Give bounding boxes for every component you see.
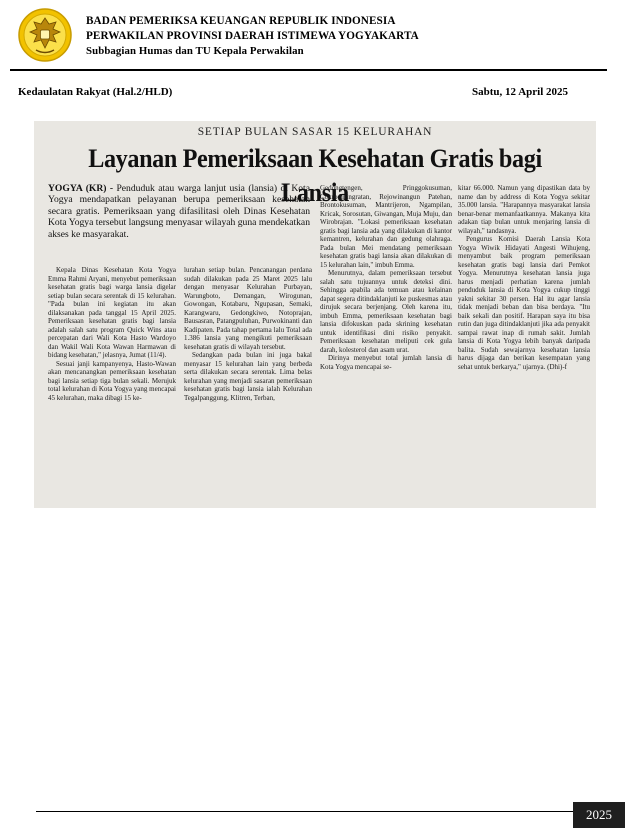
footer-divider [36, 811, 581, 812]
article-column-4 [458, 184, 590, 506]
paragraph: Sedangkan pada bulan ini juga bakal menyasar 15 kelurahan lain yang berbeda serta dilakukan secara serentak. Lima belas kelurahan yang menjadi sasaran pemeriksaan kesehatan gratis bagi lansia ialah Kelurahan Tegalpanggung, Klitren, Terban, [184, 351, 312, 402]
article-kicker: SETIAP BULAN SASAR 15 KELURAHAN [197, 126, 433, 138]
letterhead [0, 0, 629, 72]
article-column-2 [184, 266, 312, 506]
article-column-1 [48, 266, 176, 506]
paragraph: lurahan setiap bulan. Pencanangan perdana sudah dilakukan pada 25 Maret 2025 lalu dengan menyasar Kelurahan Purbayan, Warungboto, Demangan, Wirogunan, Gowongan, Kotabaru, Ngupasan, Semaki, Karangwaru, Gedongkiwo, Notoprajan, Bausasran, Patangpuluhan, Purwokinanti dan Kadipaten. Pada tahap pertama lalu Total ada 1.386 lansia yang mengikuti pemeriksaan kesehatan gratis di wilayah tersebut. [184, 266, 312, 351]
paragraph: Kepala Dinas Kesehatan Kota Yogya Emma Rahmi Aryani, menyebut pemeriksaan kesehatan gratis bagi warga lansia digelar setiap bulan secara serentak di 15 kelurahan. "Pada bulan ini kegiatan itu akan dilaksanakan pada tanggal 15 April 2025. Pemeriksaan kesehatan gratis bagi lansia adalah salah satu program Quick Wins atau percepatan dari Wali Kota Hasto Wardoyo dan Wakil Wali Kota Wawan Harmawan di bidang kesehatan," jelasnya, Jumat (11/4). [48, 266, 176, 359]
article-column-3 [320, 184, 452, 506]
clipping-meta [18, 86, 568, 102]
org-line-3: Subbagian Humas dan TU Kepala Perwakilan [86, 45, 304, 57]
article-lead [48, 183, 310, 240]
article-headline: Layanan Pemeriksaan Kesehatan Gratis bagi Lansia [88, 144, 542, 207]
paragraph: kitar 66.000. Namun yang dipastikan data by name dan by address di Kota Yogya sekitar 35.000 lansia. "Harapannya masyarakat lansia benar-benar memanfaatkannya. Makanya kita adakan tiap bulan untuk menjaring lansia di wilayah," tandasnya. [458, 184, 590, 235]
paragraph: Dirinya menyebut total jumlah lansia di Kota Yogya mencapai se- [320, 354, 452, 371]
lead-text: Penduduk atau warga lanjut usia (lansia) di Kota Yogya mendapatkan pelayanan berupa pemeriksaan kesehatan secara gratis. Pemeriksaan yang difasilitasi oleh Dinas Kesehatan Kota Yogya tersebut langsung menyasar wilayah guna mendekatkan akses ke masyarakat. [48, 183, 310, 240]
org-line-2: PERWAKILAN PROVINSI DAERAH ISTIMEWA YOGYAKARTA [86, 30, 419, 42]
paragraph: Sesuai janji kampanyenya, Hasto-Wawan akan mencanangkan pemeriksaan kesehatan bagi lansia setiap tiga bulan sekali. Merujuk total kelurahan di Kota Yogya yang mencapai 45 kelurahan, maka dibagi 15 ke- [48, 359, 176, 402]
newspaper-source: Kedaulatan Rakyat (Hal.2/HLD) [18, 86, 173, 98]
article-dateline: YOGYA (KR) - [48, 183, 114, 194]
organization-name [86, 14, 419, 59]
news-clipping [34, 121, 596, 508]
paragraph: Menurutnya, dalam pemeriksaan tersebut salah satu tujuannya untuk deteksi dini. Sehingga apabila ada temuan atau kelainan dapat segera ditindaklanjuti ke puskesmas atau dirujuk secara berjenjang. Oleh karena itu, imbuh Emma, pemeriksaan kesehatan bagi lansia difokuskan pada skrining kesehatan untuk identifikasi dini risiko penyakit. Pemeriksaan kesehatan meliputi cek gula darah, kolesterol dan asam urat. [320, 269, 452, 354]
org-line-1: BADAN PEMERIKSA KEUANGAN REPUBLIK INDONESIA [86, 15, 396, 27]
paragraph: Gedongtengen, Pringgokusuman, Cokrodiningratan, Rejowinangun Patehan, Brontokusuman, Mantrijeron, Ngampilan, Kricak, Sorosutan, Giwangan, Muja Muju, dan Wirobrajan. "Lokasi pemeriksaan kesehatan gratis bagi lansia ada yang dilakukan di kantor kemantren, kelurahan dan gedung olahraga. Pada bulan Mei mendatang pemeriksaan kesehatan gratis bagi lansia akan dilakukan di 15 kelurahan lain," imbuh Emma. [320, 184, 452, 269]
header-divider [10, 69, 607, 71]
paragraph: Pengurus Komisi Daerah Lansia Kota Yogya Wiwik Hidayati Angesti Wihujeng, menyambut baik program pemeriksaan kesehatan gratis bagi lansia dari Pemkot Yogya. Menurutnya kesehatan lansia juga harus menjadi perhatian karena jumlah penduduk lansia di Kota Yogya cukup tinggi yakni sekitar 30 persen. Hal itu agar lansia tidak menjadi beban dan bisa berdaya. "Itu baik sekali dan positif. Harapan saya itu bisa rutin dan juga ditindaklanjuti jika ada penyakit sampai rawat inap di rumah sakit. Jumlah lansia di Kota Yogya lebih banyak daripada balita. Sudah sewajarnya kesehatan lansia harus dijaga dan berikan kesempatan yang sehat untuk berkarya," ujarnya. (Dhi)-f [458, 235, 590, 371]
year-badge: 2025 [573, 802, 625, 828]
publication-date: Sabtu, 12 April 2025 [472, 86, 568, 98]
garuda-emblem-logo [18, 8, 72, 62]
